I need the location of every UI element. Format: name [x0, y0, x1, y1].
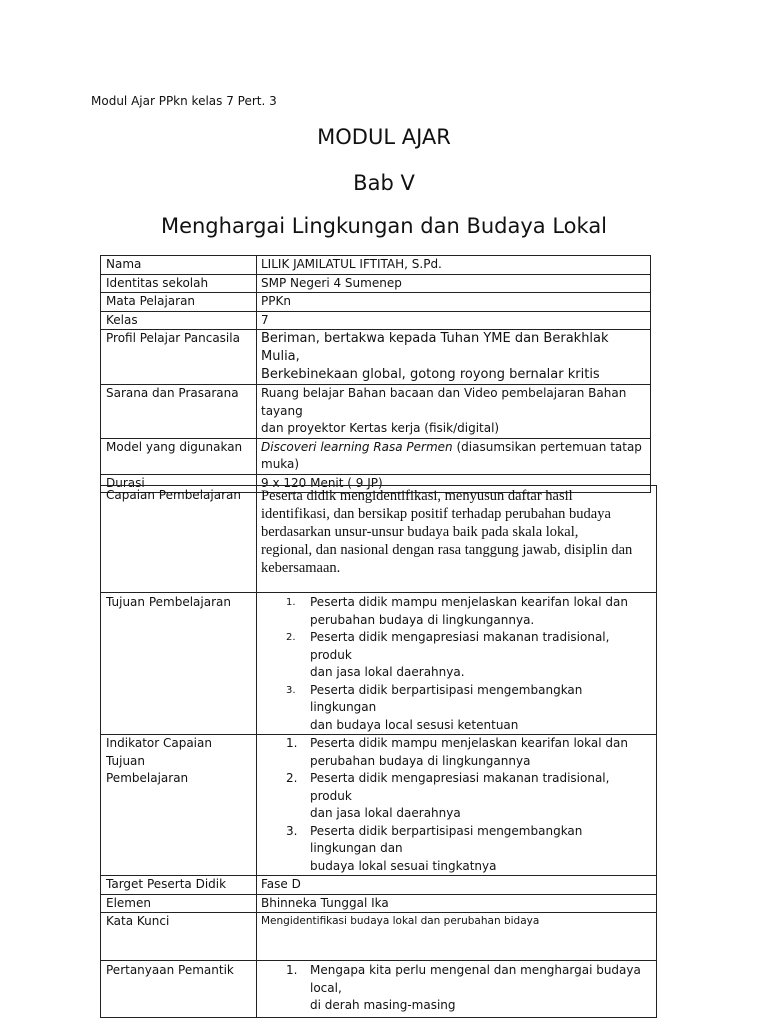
detail-table [100, 485, 657, 1018]
list-item: 2. Peserta didik mengapresiasi makanan tradisional, produk dan jasa lokal daerahnya. [286, 630, 610, 679]
page-header: Modul Ajar PPkn kelas 7 Pert. 3 [91, 94, 277, 108]
value-model [257, 438, 651, 474]
label-tujuan: Tujuan Pembelajaran [101, 593, 257, 735]
capaian-line-5: kebersamaan. [261, 560, 341, 576]
table-row [101, 486, 657, 593]
list-item: 3. Peserta didik berpartisipasi mengembangkan lingkungan dan budaya local sesusi ketentuan [286, 682, 583, 732]
model-line-1 [261, 439, 646, 457]
table-row [101, 876, 657, 895]
table-row [101, 438, 651, 474]
table-row [101, 311, 651, 330]
label-elemen: Elemen [101, 894, 257, 913]
capaian-line-1: Peserta didik mengidentifikasi, menyusun daftar hasil [261, 488, 573, 504]
label-sarana: Sarana dan Prasarana [101, 385, 257, 439]
value-profil [257, 330, 651, 385]
table-row [101, 735, 657, 876]
value-indikator [257, 735, 657, 876]
value-durasi: 9 x 120 Menit ( 9 JP) [257, 474, 651, 493]
label-mapel: Mata Pelajaran [101, 293, 257, 312]
value-capaian [257, 486, 657, 593]
label-indikator: Indikator Capaian Tujuan Pembelajaran [101, 735, 257, 876]
table-row [101, 256, 651, 275]
list-item: 1. Mengapa kita perlu mengenal dan menghargai budaya local, di derah masing-masing [286, 963, 641, 1012]
table-row [101, 330, 651, 385]
table-row [101, 894, 657, 913]
list-item: 2. Peserta didik mengapresiasi makanan tradisional, produk dan jasa lokal daerahnya [286, 771, 610, 820]
list-item: 1. Peserta didik mampu menjelaskan kearifan lokal dan perubahan budaya di lingkungannya. [286, 595, 628, 627]
label-model: Model yang digunakan [101, 438, 257, 474]
table-row [101, 593, 657, 735]
value-sarana [257, 385, 651, 439]
model-italic: Discoveri learning Rasa Permen [261, 439, 453, 454]
profil-line-2: Berkebinekaan global, gotong royong bernalar kritis [261, 367, 600, 382]
chapter-subtitle: Menghargai Lingkungan dan Budaya Lokal [160, 214, 608, 238]
label-pertanyaan: Pertanyaan Pemantik [101, 961, 257, 1018]
value-mapel: PPKn [257, 293, 651, 312]
list-item: 3. Peserta didik berpartisipasi mengembangkan lingkungan dan budaya lokal sesuai tingkatnya [286, 823, 583, 873]
capaian-line-3: berdasarkan unsur-unsur budaya baik pada skala lokal, [261, 524, 579, 540]
label-capaian: Capaian Pembelajaran [101, 486, 257, 593]
value-nama: LILIK JAMILATUL IFTITAH, S.Pd. [257, 256, 651, 275]
value-kelas: 7 [257, 311, 651, 330]
table-row [101, 293, 651, 312]
indikator-list [261, 735, 652, 875]
table-row [101, 274, 651, 293]
table-row [101, 385, 651, 439]
label-target: Target Peserta Didik [101, 876, 257, 895]
sarana-line-2: dan proyektor Kertas kerja (fisik/digital) [261, 421, 500, 435]
capaian-line-2: identifikasi, dan bersikap positif terhadap perubahan budaya [261, 506, 611, 522]
capaian-line-4: regional, dan nasional dengan rasa tanggung jawab, disiplin dan [261, 542, 633, 558]
identity-table [100, 255, 651, 493]
profil-line-1: Beriman, bertakwa kepada Tuhan YME dan Berakhlak Mulia, [261, 331, 609, 364]
table-row [101, 913, 657, 961]
document-title: MODUL AJAR [317, 125, 451, 149]
sarana-line-1: Ruang belajar Bahan bacaan dan Video pembelajaran Bahan tayang [261, 386, 627, 418]
value-elemen: Bhinneka Tunggal Ika [257, 894, 657, 913]
value-target: Fase D [257, 876, 657, 895]
value-tujuan [257, 593, 657, 735]
label-kelas: Kelas [101, 311, 257, 330]
value-identitas: SMP Negeri 4 Sumenep [257, 274, 651, 293]
value-kata-kunci: Mengidentifikasi budaya lokal dan perubahan bidaya [257, 913, 657, 961]
table-row [101, 961, 657, 1018]
pertanyaan-list [261, 962, 652, 1015]
model-line-2: muka) [261, 457, 300, 471]
value-pertanyaan [257, 961, 657, 1018]
label-profil: Profil Pelajar Pancasila [101, 330, 257, 385]
label-kata-kunci: Kata Kunci [101, 913, 257, 961]
model-rest: (diasumsikan pertemuan tatap [452, 439, 642, 454]
label-identitas: Identitas sekolah [101, 274, 257, 293]
chapter-title: Bab V [353, 171, 415, 195]
label-nama: Nama [101, 256, 257, 275]
list-item: 1. Peserta didik mampu menjelaskan kearifan lokal dan perubahan budaya di lingkungannya [286, 736, 628, 768]
tujuan-list [261, 594, 652, 734]
label-durasi: Durasi [101, 474, 257, 493]
